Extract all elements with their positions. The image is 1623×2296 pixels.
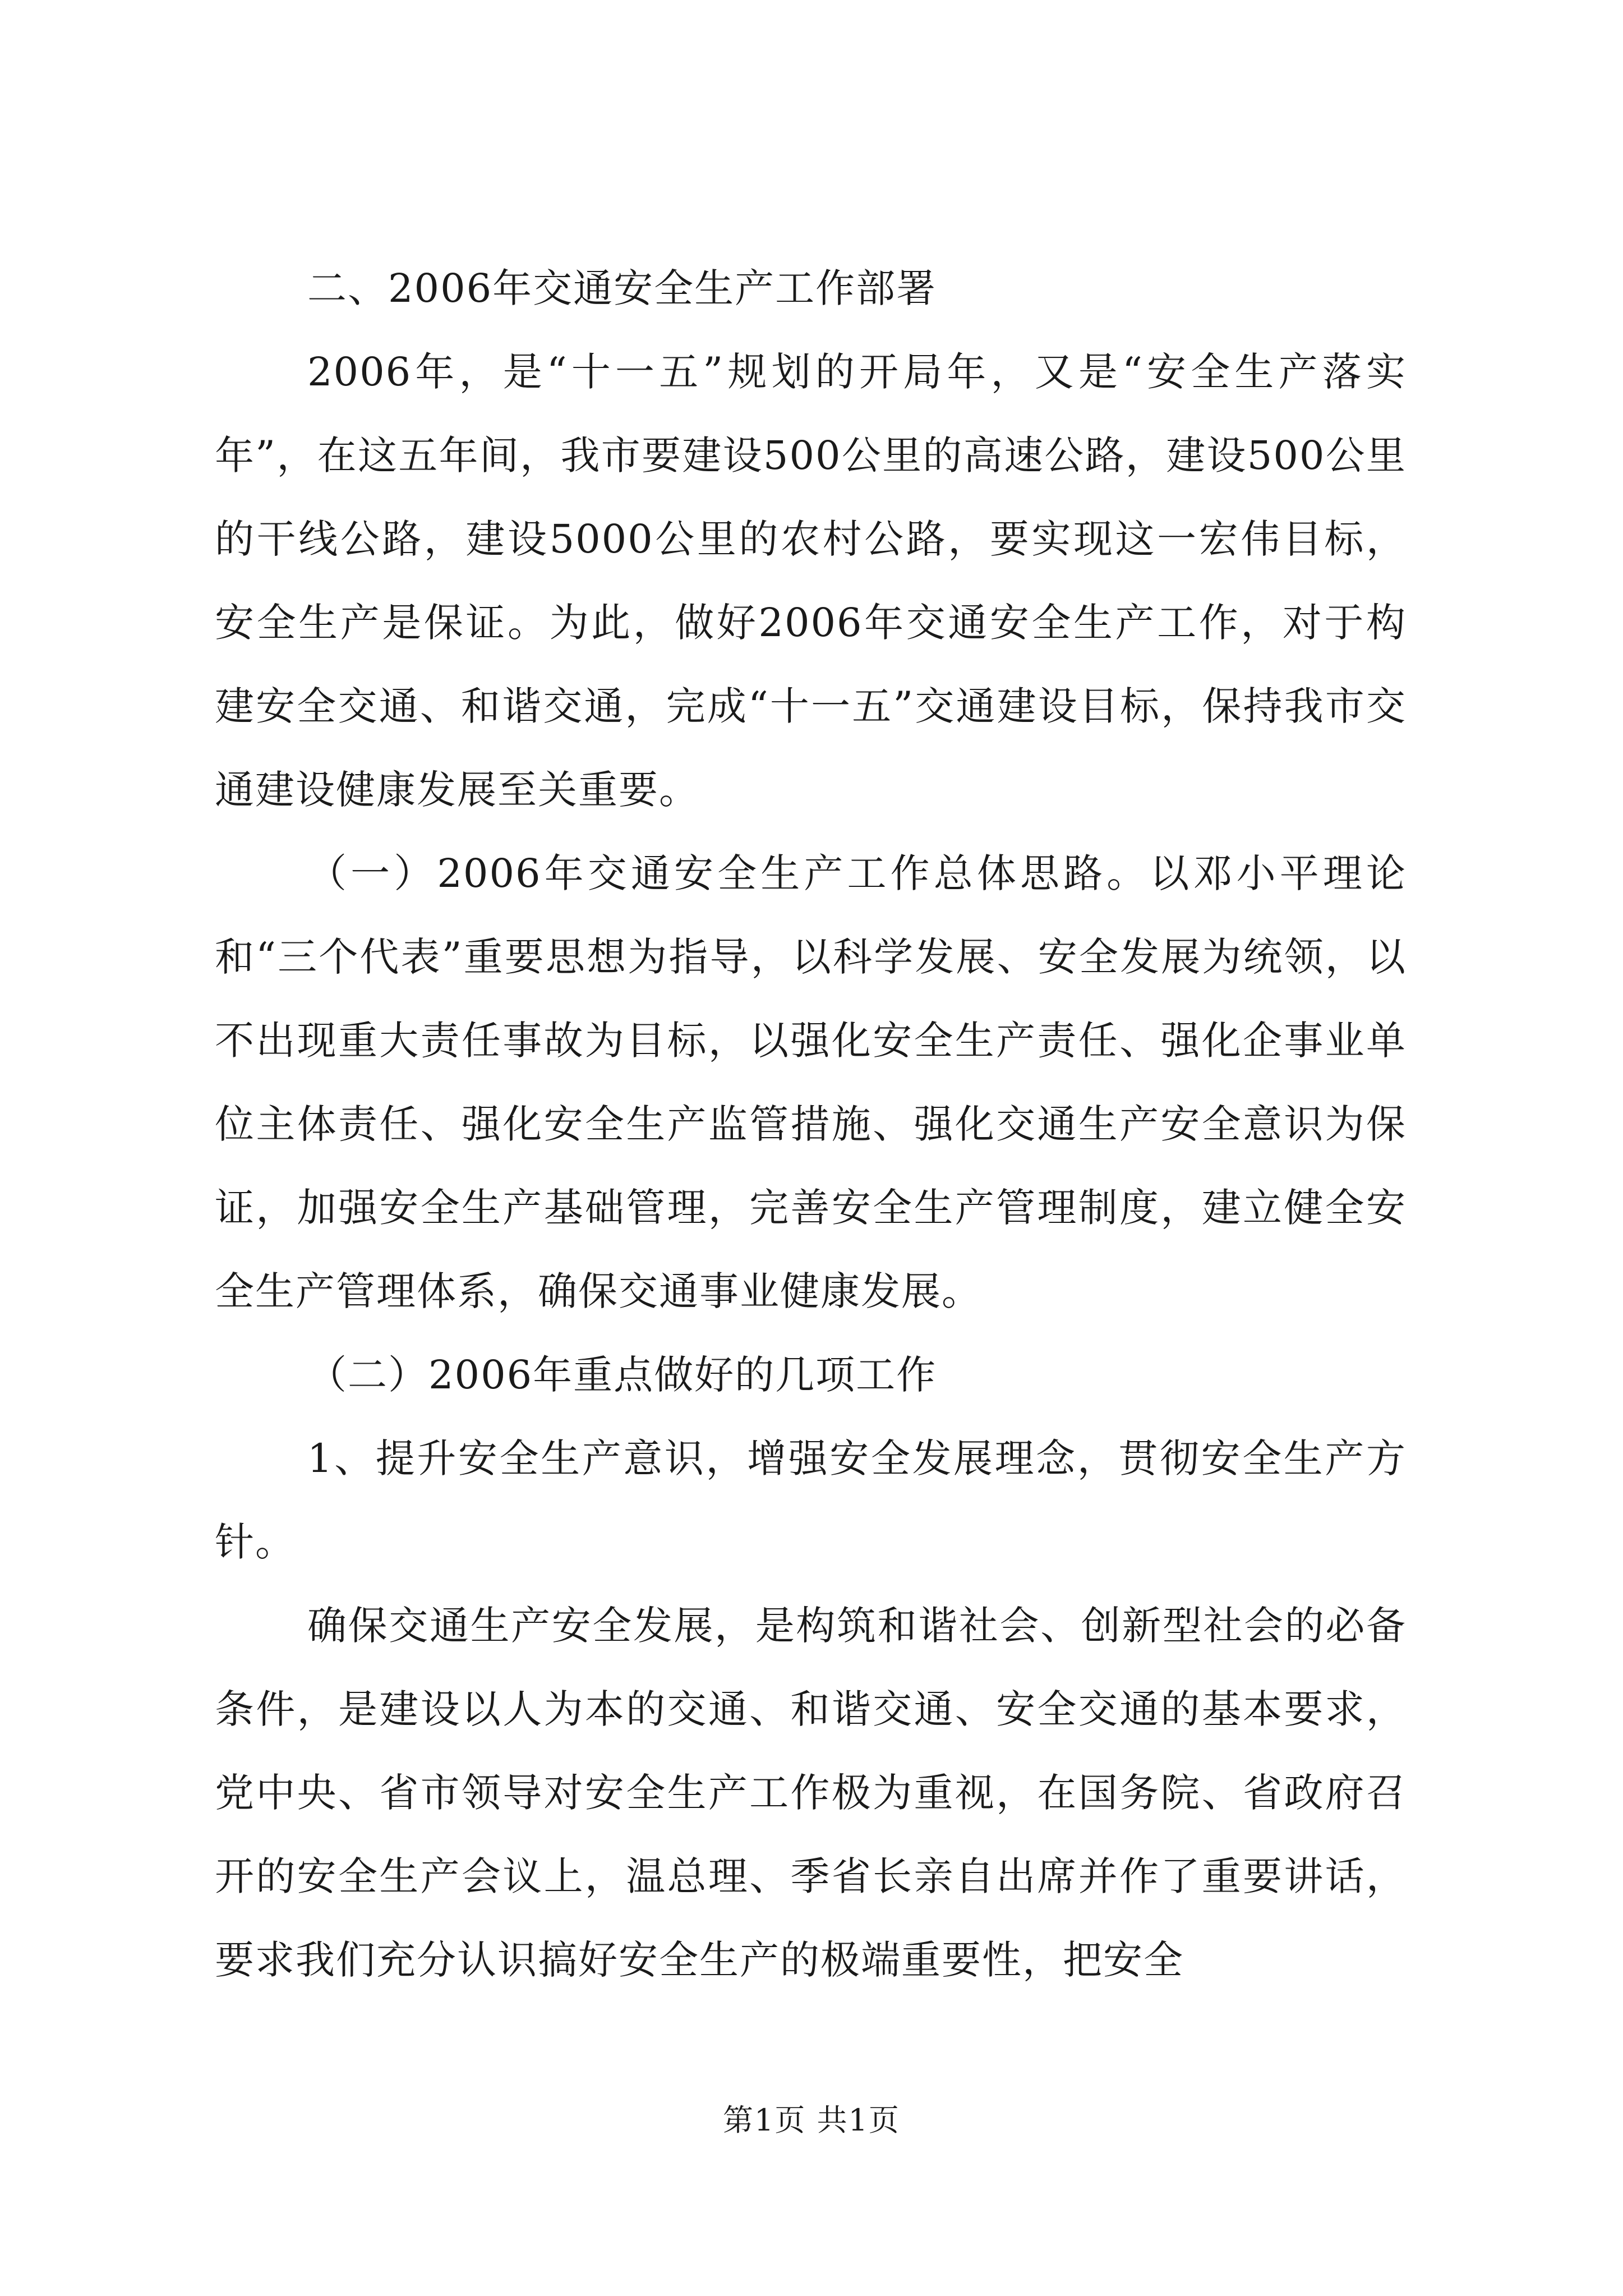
paragraph-safety-development: 确保交通生产安全发展，是构筑和谐社会、创新型社会的必备条件，是建设以人为本的交通、和谐交通、安全交通的基本要求，党中央、省市领导对安全生产工作极为重视，在国务院、省政府召开的安全生产会议上，温总理、季省长亲自出席并作了重要讲话，要求我们充分认识搞好安全生产的极端重要性，把安全 — [215, 1603, 1407, 1983]
section-heading: 二、2006年交通安全生产工作部署 — [307, 265, 937, 311]
subsection-heading: （二）2006年重点做好的几项工作 — [307, 1352, 937, 1398]
document-body — [215, 247, 1407, 2002]
paragraph-general-approach: （一）2006年交通安全生产工作总体思路。以邓小平理论和“三个代表”重要思想为指导，以科学发展、安全发展为统领，以不出现重大责任事故为目标，以强化安全生产责任、强化企事业单位主体责任、强化安全生产监管措施、强化交通生产安全意识为保证，加强安全生产基础管理，完善安全生产管理制度，建立健全安全生产管理体系，确保交通事业健康发展。 — [215, 850, 1407, 1314]
paragraph-overview: 2006年，是“十一五”规划的开局年，又是“安全生产落实年”，在这五年间，我市要建设500公里的高速公路，建设500公里的干线公路，建设5000公里的农村公路，要实现这一宏伟目标，安全生产是保证。为此，做好2006年交通安全生产工作，对于构建安全交通、和谐交通，完成“十一五”交通建设目标，保持我市交通建设健康发展至关重要。 — [215, 349, 1407, 813]
page-footer: 第1页 共1页 — [723, 2102, 900, 2138]
item-heading-1: 1、提升安全生产意识，增强安全发展理念，贯彻安全生产方针。 — [215, 1435, 1407, 1565]
